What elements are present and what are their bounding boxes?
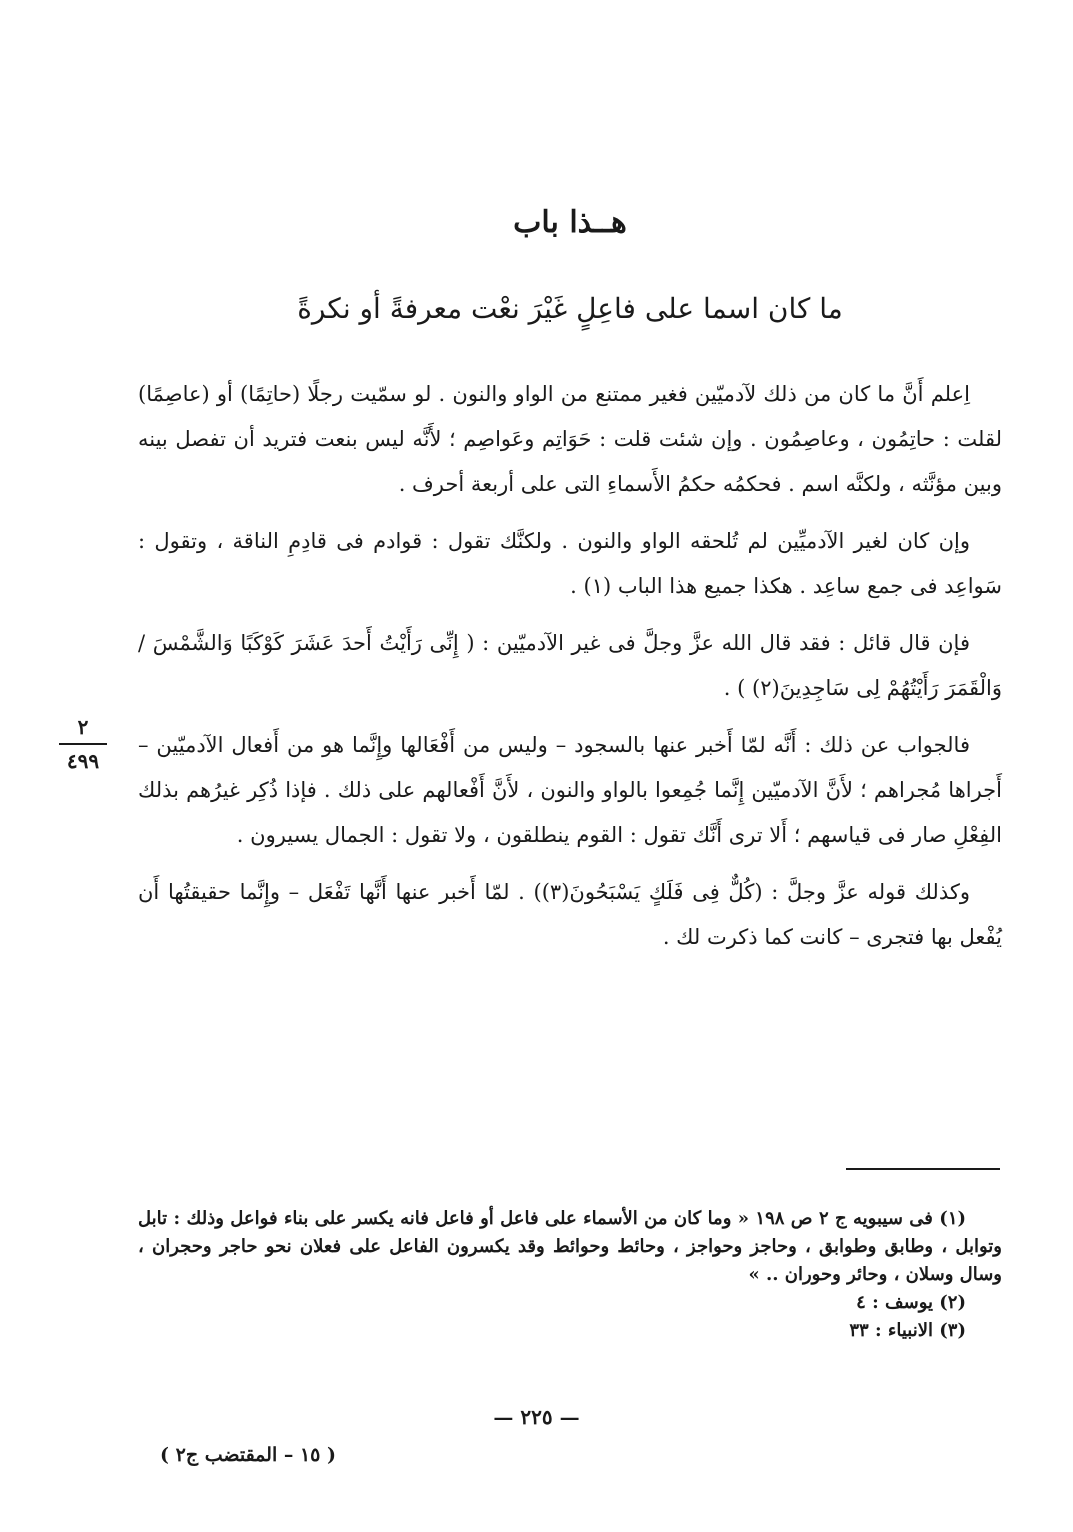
paragraph-1: اِعلم أَنَّ ما كان من ذلك لآدميّين فغير ممتنع من الواو والنون . لو سمّيت رجلًا (حاتِمًا) أو (عاصِمًا) لقلت : حاتِمُون ، وعاصِمُون . وإن شئت قلت : حَوَاتِم وعَواصِم ؛ لأَنَّه ليس بنعت فتريد أن تفصل بينه وبين مؤنَّثه ، ولكنَّه اسم . فحكمُه حكمُ الأَسماءِ التى على أربعة أحرف . <box>138 382 1002 496</box>
footnote-1: (١) فى سيبويه ج ٢ ص ١٩٨ « وما كان من الأسماء على فاعل أو فاعل فانه يكسر على بناء فواعل وذلك : تابل وتوابل ، وطابق وطوابق ، وحاجز وحواجز ، وحائط وحوائط وقد يكسرون الفاعل على فعلان نحو حاجر وحجران ، وسال وسلان ، وحائر وحوران .. » <box>138 1208 1002 1285</box>
footnote-divider <box>846 1168 1000 1170</box>
chapter-heading: هــذا باب <box>513 205 627 240</box>
chapter-subheading: ما كان اسما على فاعِلٍ غَيْرَ نعْت معرفةً أو نكرةً <box>297 292 843 325</box>
footnote-2: (٢) يوسف : ٤ <box>856 1292 966 1313</box>
paragraph-3: فإن قال قائل : فقد قال الله عزَّ وجلَّ فى غير الآدميّين : ( إِنِّى رَأَيْتُ أَحدَ عَشَرَ كَوْكَبًا وَالشَّمْسَ / وَالْقَمَرَ رَأَيْتُهُمْ لِى سَاجِدِينَ(٢) ) . <box>138 631 1002 700</box>
paragraph-5: وكذلك قوله عزَّ وجلَّ : (كُلٌّ فِى فَلَكٍ يَسْبَحُونَ(٣)) . لمّا أَخبر عنها أَنَّها تَفْعَل – وإِنَّما حقيقتُها أَن يُفْعل بها فتجرى – كانت كما ذكرت لك . <box>138 880 1002 949</box>
margin-reference <box>48 713 118 775</box>
margin-rule <box>59 743 107 745</box>
body-text <box>138 372 1002 972</box>
margin-volume-number: ٢ <box>77 715 89 739</box>
footnotes <box>138 1205 1002 1345</box>
margin-page-number: ٤٩٩ <box>66 749 100 773</box>
paragraph-2: وإن كان لغير الآدميِّين لم تُلحقه الواو والنون . ولكنَّك تقول : قوادم فى قادِمِ الناقة ، وتقول : سَواعِد فى جمع ساعِد . هكذا جميع هذا الباب (١) . <box>138 529 1002 598</box>
signature-line: ( ١٥ – المقتضب ج٢ ) <box>160 1444 336 1466</box>
footnote-3: (٣) الانبياء : ٣٣ <box>849 1320 966 1341</box>
paragraph-4: فالجواب عن ذلك : أَنَّه لمّا أَخبر عنها بالسجود – وليس من أَفْعَالها وإِنَّما هو من أَفعال الآدميّين – أَجراها مُجراهم ؛ لأَنَّ الآدميّين إِنَّما جُمِعوا بالواو والنون ، لأَنَّ أَفْعالهم على ذلك . فإذا ذُكِر غيرُهم بذلك الفِعْلِ صار فى قياسهم ؛ أَلا ترى أَنَّك تقول : القوم ينطلقون ، ولا تقول : الجمال يسيرون . <box>138 733 1002 847</box>
page-number: — ٢٢٥ — <box>493 1405 580 1429</box>
